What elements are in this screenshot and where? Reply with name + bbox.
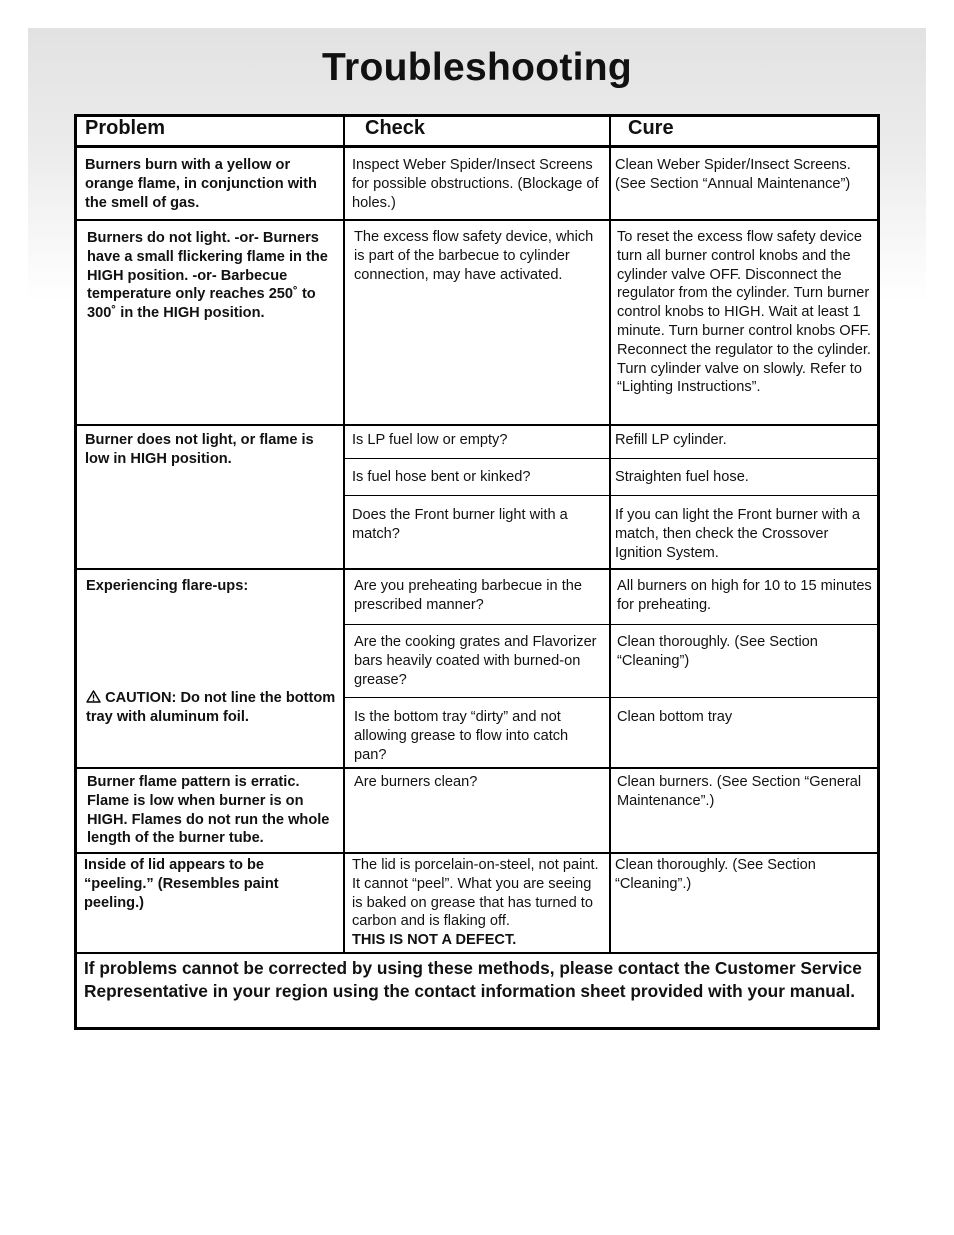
subrow-divider — [345, 624, 878, 625]
page-title: Troubleshooting — [322, 46, 632, 89]
column-divider — [343, 114, 345, 954]
column-divider — [609, 114, 611, 954]
problem-cell: Inside of lid appears to be “peeling.” (Resembles paint peeling.) — [84, 857, 279, 911]
subrow-divider — [345, 495, 878, 496]
cure-cell: To reset the excess flow safety device turn all burner control knobs and the cylinder valve OFF. Disconnect the regulator from the cylinder. Turn burner control knobs to HIGH. Wait at least 1 minute. Turn burner control knobs OFF. Reconnect the regulator to the cylinder. Turn cylinder valve on slowly. Refer to “Lighting Instructions”. — [617, 229, 871, 396]
header-divider — [74, 145, 880, 148]
check-cell: Are the cooking grates and Flavorizer bars heavily coated with burned-on grease? — [354, 634, 597, 688]
check-cell: Are burners clean? — [354, 774, 478, 790]
problem-cell: Burner flame pattern is erratic. Flame is low when burner is on HIGH. Flames do not run the whole length of the burner tube. — [87, 774, 330, 847]
problem-cell: Burner does not light, or flame is low in HIGH position. — [85, 432, 314, 467]
warning-triangle-icon — [86, 690, 101, 703]
check-cell: Does the Front burner light with a match? — [352, 507, 568, 542]
row-divider — [74, 767, 880, 769]
cure-cell: Clean thoroughly. (See Section “Cleaning”.) — [615, 857, 816, 892]
cure-cell: All burners on high for 10 to 15 minutes for preheating. — [617, 578, 872, 613]
check-cell: Is the bottom tray “dirty” and not allowing grease to flow into catch pan? — [354, 709, 569, 763]
problem-cell: Experiencing flare-ups: — [86, 578, 249, 594]
column-header-cure: Cure — [628, 117, 674, 139]
cure-cell: Clean Weber Spider/Insect Screens. (See Section “Annual Maintenance”) — [615, 157, 851, 192]
caution-text: CAUTION: Do not line the bottom tray with aluminum foil. — [86, 690, 336, 725]
subrow-divider — [345, 458, 878, 459]
cure-cell: Clean burners. (See Section “General Maintenance”.) — [617, 774, 862, 809]
row-divider — [74, 568, 880, 570]
subrow-divider — [345, 697, 878, 698]
problem-cell: Burners do not light. -or- Burners have a small flickering flame in the HIGH position. -or- Barbecue temperature only reaches 250˚ to 300˚ in the HIGH position. — [87, 230, 328, 322]
check-cell: Is LP fuel low or empty? — [352, 432, 508, 448]
check-cell: Inspect Weber Spider/Insect Screens for possible obstructions. (Blockage of holes.) — [352, 157, 599, 211]
not-a-defect-note: THIS IS NOT A DEFECT. — [352, 932, 517, 949]
contact-footer-note: If problems cannot be corrected by using these methods, please contact the Customer Service Representative in your region using the contact information sheet provided with your manual. — [84, 958, 862, 1001]
check-cell: Are you preheating barbecue in the prescribed manner? — [354, 578, 582, 613]
column-header-check: Check — [365, 117, 426, 139]
row-divider — [74, 424, 880, 426]
check-text: The lid is porcelain-on-steel, not paint. It cannot “peel”. What you are seeing is baked on grease that has turned to carbon and is flaking off. — [352, 857, 599, 930]
check-cell: The excess flow safety device, which is part of the barbecue to cylinder connection, may have activated. — [354, 229, 594, 283]
cure-cell: Straighten fuel hose. — [615, 469, 749, 485]
cure-cell: Clean bottom tray — [617, 709, 733, 725]
caution-note — [86, 689, 338, 727]
column-header-problem: Problem — [85, 117, 166, 139]
row-divider — [74, 219, 880, 221]
row-divider — [74, 852, 880, 854]
cure-cell: If you can light the Front burner with a match, then check the Crossover Ignition System. — [615, 507, 860, 561]
footer-divider — [74, 952, 880, 954]
problem-cell: Burners burn with a yellow or orange flame, in conjunction with the smell of gas. — [85, 157, 317, 211]
cure-cell: Refill LP cylinder. — [615, 432, 727, 448]
cure-cell: Clean thoroughly. (See Section “Cleaning”) — [617, 634, 818, 669]
check-cell: Is fuel hose bent or kinked? — [352, 469, 531, 485]
check-cell — [352, 856, 604, 950]
